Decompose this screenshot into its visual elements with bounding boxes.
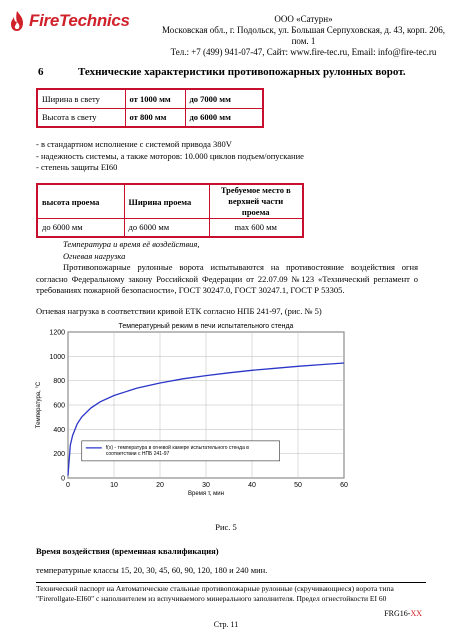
company-address: Московская обл., г. Подольск, ул. Большая Серпуховская, д. 43, корп. 206, пом. 1	[162, 25, 445, 46]
x-tick-label: 0	[66, 482, 70, 489]
duration-classes: температурные классы 15, 20, 30, 45, 60, 90, 120, 180 и 240 мин.	[36, 565, 268, 575]
italic-heading: Температура и время её воздействия,	[63, 239, 200, 249]
y-tick-label: 600	[53, 402, 65, 410]
table-cell: Ширина в свету	[37, 89, 125, 108]
document-code	[384, 609, 422, 618]
opening-table	[36, 183, 304, 238]
company-info	[0, 14, 452, 58]
table-cell: max 600 мм	[209, 219, 303, 237]
code-prefix: FRG16-	[384, 609, 411, 618]
logo-text: FireTechnics	[29, 11, 130, 30]
table-cell: до 6000 мм	[185, 108, 263, 127]
section-number: 6	[38, 66, 44, 78]
table-cell: до 7000 мм	[185, 89, 263, 108]
italic-heading: Огневая нагрузка	[63, 250, 126, 261]
table-cell: Высота в свету	[37, 108, 125, 127]
x-tick-label: 50	[294, 482, 302, 489]
y-tick-label: 400	[53, 426, 65, 434]
y-axis-label: Температура, °С	[36, 381, 42, 429]
legend-label: f(x) - температура в огневой камере испытательного стенда в соответствии с НПБ 241-97	[105, 444, 249, 457]
dimensions-table	[36, 88, 264, 128]
fire-test-paragraph	[36, 239, 418, 297]
duration-title: Время воздействия (временная квалификация)	[36, 546, 219, 556]
feature-list	[36, 139, 304, 174]
table-header-row	[37, 184, 303, 219]
company-contacts: Тел.: +7 (499) 941-07-47, Сайт: www.fire-tec.ru, Email: info@fire-tec.ru	[170, 47, 437, 57]
y-tick-label: 200	[53, 451, 65, 459]
x-tick-label: 30	[202, 482, 210, 489]
chart-title: Температурный режим в печи испытательного стенда	[118, 323, 294, 330]
table-cell: до 6000 мм	[124, 219, 209, 237]
temperature-chart	[30, 318, 360, 518]
x-tick-label: 10	[110, 482, 118, 489]
table-header: Ширина проема	[124, 184, 209, 219]
code-suffix: XX	[410, 609, 422, 618]
y-tick-label: 0	[61, 475, 65, 483]
table-cell: до 6000 мм	[37, 219, 124, 237]
figure-caption: Рис. 5	[215, 522, 237, 532]
table-cell: от 1000 мм	[125, 89, 185, 108]
x-tick-label: 40	[248, 482, 256, 489]
list-item: - степень защиты EI60	[36, 162, 118, 172]
footer-divider	[36, 582, 426, 583]
list-item: - в стандартном исполнение с системой привода 380V	[36, 139, 232, 149]
section-title: Технические характеристики противопожарных рулонных ворот.	[78, 66, 406, 78]
table-row	[37, 108, 263, 127]
footer-text: Технический паспорт на Автоматические стальные противопожарные рулонные (скручивающиеся) ворота типа "Firerollgate-EI60" с наполнителем из вспучиваемого минерального заполнителя. Предел огнестойкости EI 60	[36, 584, 394, 603]
company-name: ООО «Сатурн»	[274, 14, 333, 24]
y-tick-label: 1200	[49, 329, 65, 337]
table-cell: от 800 мм	[125, 108, 185, 127]
page-number: Стр. 11	[213, 620, 239, 629]
x-tick-label: 60	[340, 482, 348, 489]
y-tick-label: 800	[53, 378, 65, 386]
x-tick-label: 20	[156, 482, 164, 489]
list-item: - надежность системы, а также моторов: 10.000 циклов подъем/опускание	[36, 150, 304, 161]
x-axis-label: Время т, мин	[188, 491, 224, 497]
table-row	[37, 219, 303, 237]
table-row	[37, 89, 263, 108]
fire-load-line: Огневая нагрузка в соответствии кривой ЕТК согласно НПБ 241-97, (рис. № 5)	[36, 306, 322, 316]
paragraph-body: Противопожарные рулонные ворота испытываются на противостояние воздействия огня согласно Федеральному закону Российской Федерации от 22.07.09 №123 «Технический регламент о требованиях пожарной безопасности», ГОСТ 30247.0, ГОСТ 30247.1, ГОСТ Р 53305.	[36, 262, 418, 295]
y-tick-label: 1000	[49, 353, 65, 361]
table-header: Требуемое место в верхней части проема	[209, 184, 303, 219]
table-header: высота проема	[37, 184, 124, 219]
